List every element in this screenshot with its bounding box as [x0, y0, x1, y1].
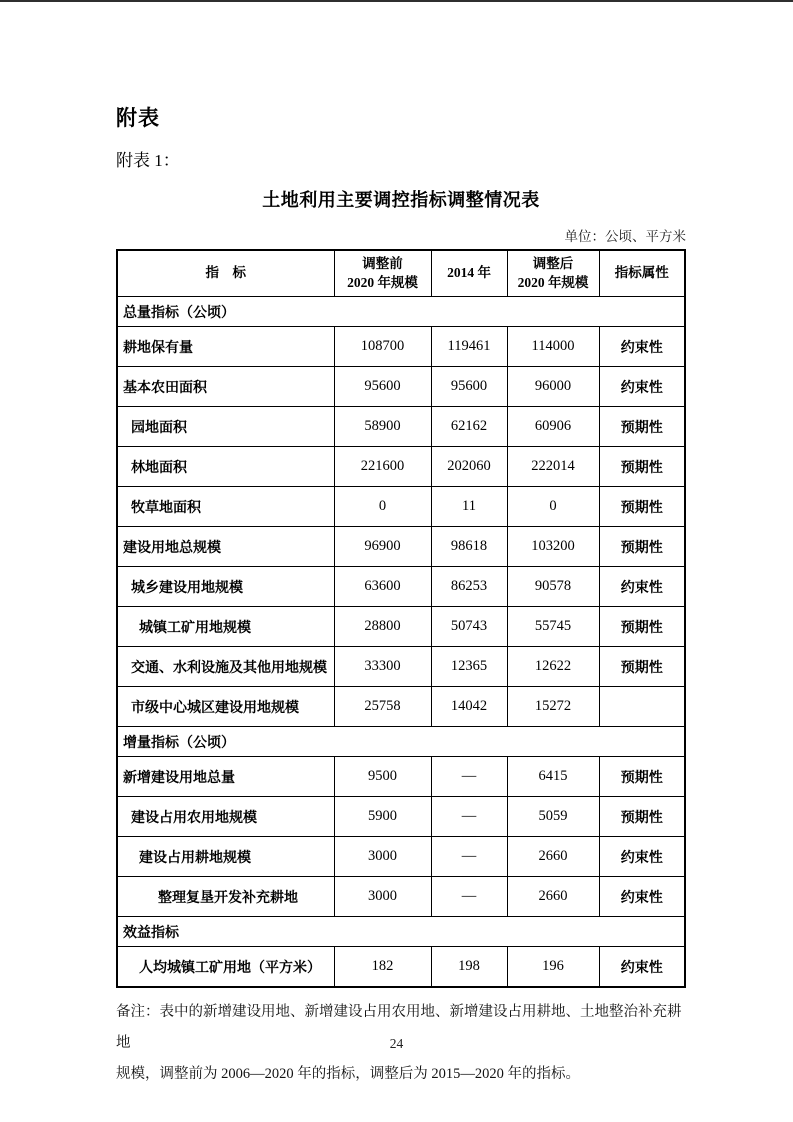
document-page — [116, 0, 686, 1090]
attribute-cell: 预期性 — [599, 797, 685, 837]
indicator-cell: 交通、水利设施及其他用地规模 — [117, 647, 334, 687]
after-value-cell: 0 — [507, 487, 599, 527]
after-value-cell: 6415 — [507, 757, 599, 797]
before-value-cell: 3000 — [334, 877, 431, 917]
appendix-heading: 附表 — [116, 106, 160, 130]
attribute-cell: 预期性 — [599, 407, 685, 447]
header-cell-attribute: 指标属性 — [599, 250, 685, 297]
header-cell-before: 调整前 2020 年规模 — [334, 250, 431, 297]
indicator-cell: 建设占用农用地规模 — [117, 797, 334, 837]
before-value-cell: 28800 — [334, 607, 431, 647]
attribute-cell: 预期性 — [599, 487, 685, 527]
table-row — [117, 837, 685, 877]
year2014-value-cell: 202060 — [431, 447, 507, 487]
before-value-cell: 33300 — [334, 647, 431, 687]
indicator-cell: 耕地保有量 — [117, 327, 334, 367]
section-row — [117, 297, 685, 327]
year2014-value-cell: 119461 — [431, 327, 507, 367]
attribute-cell: 预期性 — [599, 757, 685, 797]
indicator-cell: 建设占用耕地规模 — [117, 837, 334, 877]
table-row — [117, 487, 685, 527]
indicator-cell: 市级中心城区建设用地规模 — [117, 687, 334, 727]
table-row — [117, 527, 685, 567]
after-value-cell: 2660 — [507, 877, 599, 917]
after-value-cell: 12622 — [507, 647, 599, 687]
attribute-cell: 约束性 — [599, 877, 685, 917]
attribute-cell: 预期性 — [599, 527, 685, 567]
year2014-value-cell: 14042 — [431, 687, 507, 727]
page-number: 24 — [389, 1036, 404, 1051]
year2014-value-cell: 198 — [431, 947, 507, 988]
attribute-cell: 约束性 — [599, 837, 685, 877]
attribute-cell: 约束性 — [599, 327, 685, 367]
table-row — [117, 607, 685, 647]
before-value-cell: 58900 — [334, 407, 431, 447]
section-row — [117, 917, 685, 947]
year2014-value-cell: 11 — [431, 487, 507, 527]
unit-label: 单位：公顷、平方米 — [564, 229, 686, 244]
table-header-row — [117, 250, 685, 297]
table-row — [117, 327, 685, 367]
before-value-cell: 108700 — [334, 327, 431, 367]
before-value-cell: 182 — [334, 947, 431, 988]
after-value-cell: 103200 — [507, 527, 599, 567]
header-cell-indicator: 指 标 — [117, 250, 334, 297]
year2014-value-cell: — — [431, 757, 507, 797]
table-row — [117, 407, 685, 447]
table-row — [117, 647, 685, 687]
indicator-cell: 牧草地面积 — [117, 487, 334, 527]
section-label: 增量指标（公顷） — [117, 727, 685, 757]
year2014-value-cell: — — [431, 837, 507, 877]
after-value-cell: 5059 — [507, 797, 599, 837]
year2014-value-cell: 98618 — [431, 527, 507, 567]
after-value-cell: 222014 — [507, 447, 599, 487]
table-row — [117, 877, 685, 917]
before-value-cell: 96900 — [334, 527, 431, 567]
year2014-value-cell: 86253 — [431, 567, 507, 607]
year2014-value-cell: 12365 — [431, 647, 507, 687]
indicator-cell: 新增建设用地总量 — [117, 757, 334, 797]
after-value-cell: 114000 — [507, 327, 599, 367]
before-value-cell: 3000 — [334, 837, 431, 877]
indicator-cell: 人均城镇工矿用地（平方米） — [117, 947, 334, 988]
indicator-cell: 基本农田面积 — [117, 367, 334, 407]
table-row — [117, 687, 685, 727]
after-value-cell: 196 — [507, 947, 599, 988]
year2014-value-cell: 95600 — [431, 367, 507, 407]
table-row — [117, 757, 685, 797]
year2014-value-cell: — — [431, 877, 507, 917]
indicator-cell: 整理复垦开发补充耕地 — [117, 877, 334, 917]
section-label: 效益指标 — [117, 917, 685, 947]
footnote-line-1: 备注：表中的新增建设用地、新增建设占用农用地、新增建设占用耕地、土地整治补充耕地 — [116, 1004, 682, 1051]
indicator-cell: 林地面积 — [117, 447, 334, 487]
table-row — [117, 367, 685, 407]
section-row — [117, 727, 685, 757]
header-cell-after: 调整后 2020 年规模 — [507, 250, 599, 297]
indicator-cell: 建设用地总规模 — [117, 527, 334, 567]
after-value-cell: 96000 — [507, 367, 599, 407]
footnote-line-2: 规模，调整前为 2006—2020 年的指标，调整后为 2015—2020 年的指标。 — [116, 1066, 580, 1082]
header-cell-2014: 2014 年 — [431, 250, 507, 297]
indicator-table — [116, 249, 686, 988]
table-row — [117, 797, 685, 837]
table-title: 土地利用主要调控指标调整情况表 — [262, 190, 540, 210]
attribute-cell — [599, 687, 685, 727]
before-value-cell: 9500 — [334, 757, 431, 797]
section-label: 总量指标（公顷） — [117, 297, 685, 327]
appendix-subheading: 附表 1： — [116, 151, 180, 170]
after-value-cell: 2660 — [507, 837, 599, 877]
indicator-cell: 园地面积 — [117, 407, 334, 447]
before-value-cell: 221600 — [334, 447, 431, 487]
attribute-cell: 约束性 — [599, 947, 685, 988]
after-value-cell: 55745 — [507, 607, 599, 647]
attribute-cell: 约束性 — [599, 567, 685, 607]
before-value-cell: 5900 — [334, 797, 431, 837]
indicator-cell: 城镇工矿用地规模 — [117, 607, 334, 647]
before-value-cell: 63600 — [334, 567, 431, 607]
after-value-cell: 90578 — [507, 567, 599, 607]
year2014-value-cell: — — [431, 797, 507, 837]
table-row — [117, 947, 685, 988]
attribute-cell: 约束性 — [599, 367, 685, 407]
table-row — [117, 567, 685, 607]
attribute-cell: 预期性 — [599, 647, 685, 687]
year2014-value-cell: 62162 — [431, 407, 507, 447]
before-value-cell: 95600 — [334, 367, 431, 407]
before-value-cell: 0 — [334, 487, 431, 527]
table-row — [117, 447, 685, 487]
attribute-cell: 预期性 — [599, 447, 685, 487]
after-value-cell: 60906 — [507, 407, 599, 447]
after-value-cell: 15272 — [507, 687, 599, 727]
attribute-cell: 预期性 — [599, 607, 685, 647]
before-value-cell: 25758 — [334, 687, 431, 727]
indicator-cell: 城乡建设用地规模 — [117, 567, 334, 607]
year2014-value-cell: 50743 — [431, 607, 507, 647]
